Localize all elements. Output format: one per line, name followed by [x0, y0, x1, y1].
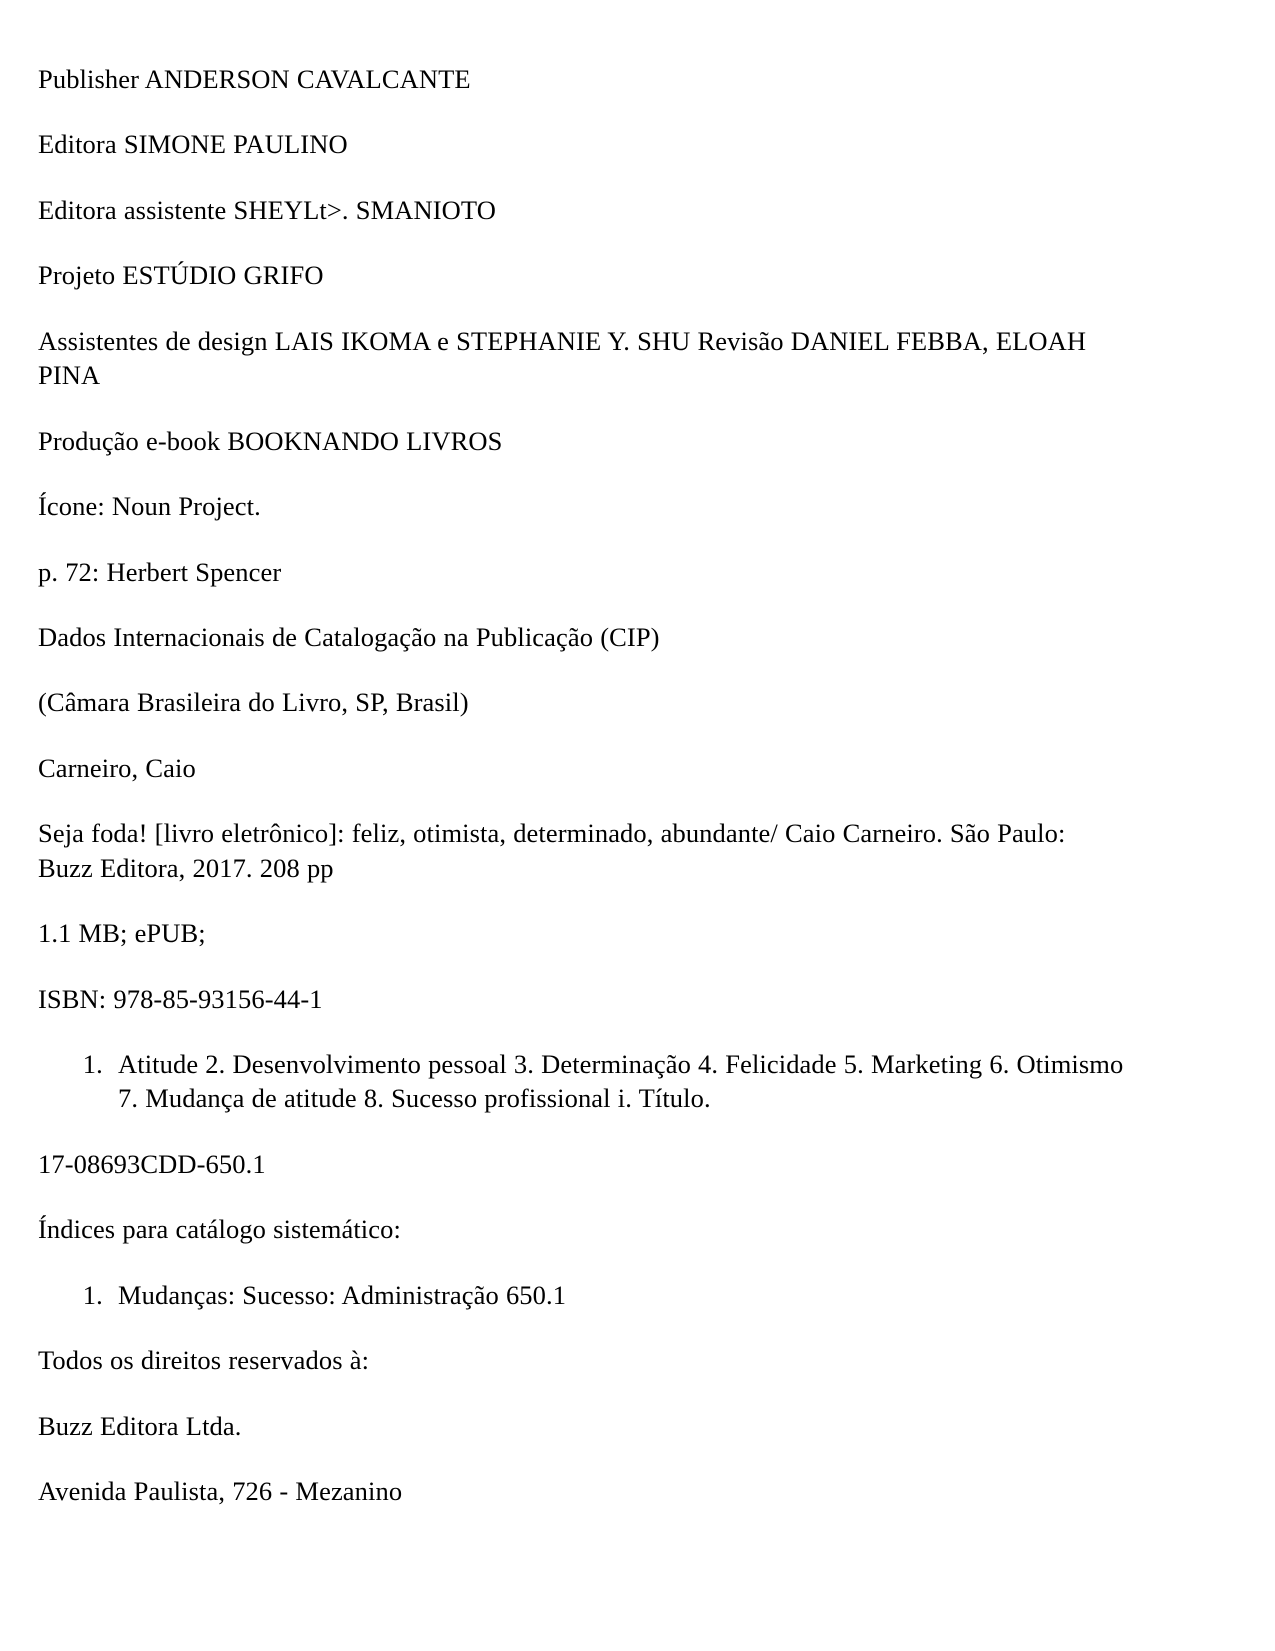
list-item: 1. Mudanças: Sucesso: Administração 650.1	[110, 1278, 1125, 1312]
cdd-code-paragraph: 17-08693CDD-650.1	[38, 1148, 266, 1179]
project-credit-paragraph: Projeto ESTÚDIO GRIFO	[38, 260, 324, 291]
isbn-paragraph: ISBN: 978-85-93156-44-1	[38, 983, 323, 1014]
design-assistants-credit-paragraph: Assistentes de design LAIS IKOMA e STEPHANIE Y. SHU Revisão DANIEL FEBBA, ELOAH PINA	[38, 325, 1087, 391]
systematic-index-list	[38, 1278, 1125, 1312]
editor-credit-paragraph: Editora SIMONE PAULINO	[38, 129, 348, 160]
publisher-address-paragraph: Avenida Paulista, 726 - Mezanino	[38, 1476, 403, 1507]
publisher-name-paragraph: Buzz Editora Ltda.	[38, 1410, 242, 1441]
title-entry-paragraph: Seja foda! [livro eletrônico]: feliz, otimista, determinado, abundante/ Caio Carneiro. São Paulo: Buzz Editora, 2017. 208 pp	[38, 818, 1066, 883]
rights-heading-paragraph: Todos os direitos reservados à:	[38, 1345, 370, 1376]
assistant-editor-credit-paragraph: Editora assistente SHEYLt>. SMANIOTO	[38, 194, 496, 225]
icon-credit-paragraph: Ícone: Noun Project.	[38, 491, 261, 522]
ebook-production-credit-paragraph: Produção e-book BOOKNANDO LIVROS	[38, 425, 503, 456]
cip-heading-paragraph: Dados Internacionais de Catalogação na Publicação (CIP)	[38, 621, 660, 652]
index-heading-paragraph: Índices para catálogo sistemático:	[38, 1214, 401, 1245]
subject-heading-list	[38, 1047, 1125, 1116]
author-entry-paragraph: Carneiro, Caio	[38, 752, 196, 783]
list-item: 1. Atitude 2. Desenvolvimento pessoal 3. Determinação 4. Felicidade 5. Marketing 6. Otimismo 7. Mudança de atitude 8. Sucesso profissional i. Título.	[110, 1047, 1125, 1116]
page-image-credit-paragraph: p. 72: Herbert Spencer	[38, 556, 282, 587]
cip-agency-paragraph: (Câmara Brasileira do Livro, SP, Brasil)	[38, 687, 469, 718]
publisher-credit-paragraph: Publisher ANDERSON CAVALCANTE	[38, 64, 471, 94]
file-info-paragraph: 1.1 MB; ePUB;	[38, 918, 206, 949]
